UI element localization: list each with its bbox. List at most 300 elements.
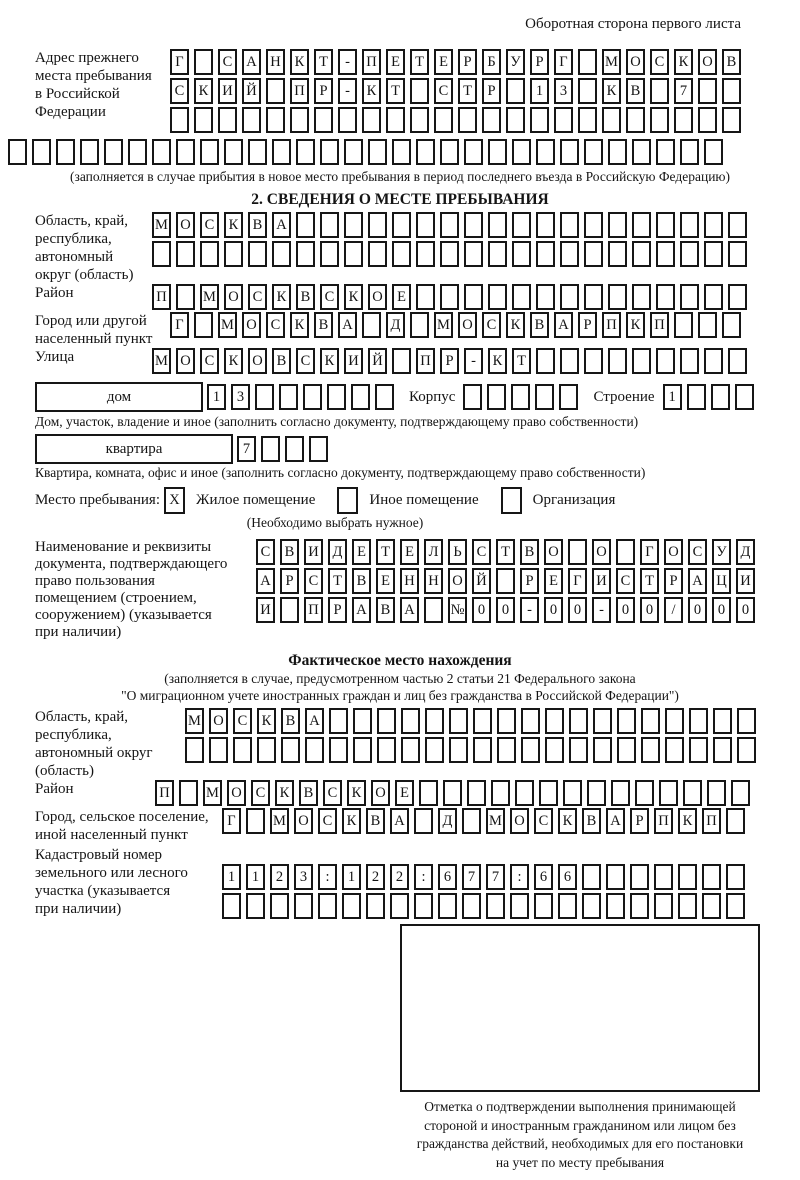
char-cell[interactable]: С	[218, 49, 237, 75]
char-cell[interactable]: В	[248, 212, 267, 238]
char-cell[interactable]	[704, 284, 723, 310]
char-cell[interactable]	[582, 864, 601, 890]
char-cell[interactable]	[536, 241, 555, 267]
char-cell[interactable]: С	[320, 284, 339, 310]
char-cell[interactable]	[440, 284, 459, 310]
char-cell[interactable]: А	[554, 312, 573, 338]
char-cell[interactable]: :	[318, 864, 337, 890]
char-cell[interactable]	[491, 780, 510, 806]
char-cell[interactable]: А	[606, 808, 625, 834]
char-cell[interactable]: С	[323, 780, 342, 806]
char-cell[interactable]: М	[203, 780, 222, 806]
char-cell[interactable]	[608, 139, 627, 165]
char-cell[interactable]: И	[256, 597, 275, 623]
char-cell[interactable]	[497, 708, 516, 734]
char-cell[interactable]	[512, 241, 531, 267]
char-cell[interactable]	[462, 893, 481, 919]
document-row-2[interactable]	[256, 568, 760, 594]
cadastral-row-1[interactable]	[222, 864, 750, 890]
char-cell[interactable]	[698, 107, 717, 133]
char-cell[interactable]	[314, 107, 333, 133]
char-cell[interactable]	[296, 241, 315, 267]
house-type-box[interactable]: дом	[35, 382, 203, 412]
char-cell[interactable]: П	[362, 49, 381, 75]
char-cell[interactable]: П	[702, 808, 721, 834]
char-cell[interactable]	[200, 241, 219, 267]
char-cell[interactable]	[702, 893, 721, 919]
char-cell[interactable]: С	[304, 568, 323, 594]
char-cell[interactable]	[392, 212, 411, 238]
char-cell[interactable]: К	[342, 808, 361, 834]
char-cell[interactable]: М	[185, 708, 204, 734]
char-cell[interactable]	[722, 312, 741, 338]
char-cell[interactable]	[632, 348, 651, 374]
char-cell[interactable]	[656, 348, 675, 374]
char-cell[interactable]	[698, 312, 717, 338]
char-cell[interactable]	[606, 893, 625, 919]
char-cell[interactable]: В	[296, 284, 315, 310]
char-cell[interactable]: П	[416, 348, 435, 374]
char-cell[interactable]: В	[314, 312, 333, 338]
char-cell[interactable]	[616, 539, 635, 565]
char-cell[interactable]	[521, 708, 540, 734]
char-cell[interactable]	[535, 384, 554, 410]
char-cell[interactable]: Р	[458, 49, 477, 75]
char-cell[interactable]	[362, 107, 381, 133]
char-cell[interactable]	[179, 780, 198, 806]
char-cell[interactable]	[392, 348, 411, 374]
char-cell[interactable]: О	[176, 348, 195, 374]
char-cell[interactable]: В	[366, 808, 385, 834]
char-cell[interactable]: Е	[395, 780, 414, 806]
char-cell[interactable]	[617, 708, 636, 734]
char-cell[interactable]	[416, 212, 435, 238]
char-cell[interactable]	[176, 241, 195, 267]
char-cell[interactable]: М	[486, 808, 505, 834]
char-cell[interactable]: Т	[640, 568, 659, 594]
char-cell[interactable]	[419, 780, 438, 806]
char-cell[interactable]	[176, 284, 195, 310]
char-cell[interactable]: Г	[170, 312, 189, 338]
char-cell[interactable]: А	[338, 312, 357, 338]
char-cell[interactable]	[414, 808, 433, 834]
char-cell[interactable]	[728, 212, 747, 238]
char-cell[interactable]	[392, 241, 411, 267]
char-cell[interactable]	[104, 139, 123, 165]
char-cell[interactable]: №	[448, 597, 467, 623]
char-cell[interactable]	[530, 107, 549, 133]
char-cell[interactable]	[630, 864, 649, 890]
char-cell[interactable]: В	[722, 49, 741, 75]
char-cell[interactable]	[521, 737, 540, 763]
char-cell[interactable]	[560, 212, 579, 238]
char-cell[interactable]: Т	[328, 568, 347, 594]
char-cell[interactable]: Н	[266, 49, 285, 75]
char-cell[interactable]	[654, 893, 673, 919]
char-cell[interactable]: С	[482, 312, 501, 338]
char-cell[interactable]: С	[650, 49, 669, 75]
char-cell[interactable]: К	[674, 49, 693, 75]
char-cell[interactable]: В	[281, 708, 300, 734]
char-cell[interactable]	[375, 384, 394, 410]
korpus-cells[interactable]	[463, 384, 583, 410]
char-cell[interactable]: Д	[438, 808, 457, 834]
char-cell[interactable]	[728, 241, 747, 267]
char-cell[interactable]: О	[448, 568, 467, 594]
char-cell[interactable]	[608, 284, 627, 310]
char-cell[interactable]	[410, 107, 429, 133]
char-cell[interactable]	[342, 893, 361, 919]
char-cell[interactable]: Р	[440, 348, 459, 374]
char-cell[interactable]	[242, 107, 261, 133]
char-cell[interactable]	[327, 384, 346, 410]
char-cell[interactable]: П	[152, 284, 171, 310]
char-cell[interactable]: Т	[376, 539, 395, 565]
char-cell[interactable]: П	[654, 808, 673, 834]
char-cell[interactable]	[320, 241, 339, 267]
char-cell[interactable]	[560, 241, 579, 267]
char-cell[interactable]	[569, 708, 588, 734]
char-cell[interactable]: Н	[400, 568, 419, 594]
char-cell[interactable]: И	[592, 568, 611, 594]
char-cell[interactable]	[464, 284, 483, 310]
stay-option-checkbox-org[interactable]	[501, 487, 527, 514]
char-cell[interactable]	[185, 737, 204, 763]
char-cell[interactable]	[632, 241, 651, 267]
region-row-1[interactable]	[152, 212, 752, 238]
char-cell[interactable]: К	[362, 78, 381, 104]
char-cell[interactable]	[611, 780, 630, 806]
char-cell[interactable]	[401, 708, 420, 734]
char-cell[interactable]	[731, 780, 750, 806]
char-cell[interactable]: О	[510, 808, 529, 834]
char-cell[interactable]: С	[266, 312, 285, 338]
char-cell[interactable]	[584, 212, 603, 238]
char-cell[interactable]	[510, 893, 529, 919]
char-cell[interactable]	[246, 893, 265, 919]
char-cell[interactable]	[329, 708, 348, 734]
char-cell[interactable]	[488, 139, 507, 165]
char-cell[interactable]	[726, 808, 745, 834]
char-cell[interactable]	[170, 107, 189, 133]
char-cell[interactable]	[578, 78, 597, 104]
char-cell[interactable]	[608, 348, 627, 374]
char-cell[interactable]	[128, 139, 147, 165]
char-cell[interactable]: И	[344, 348, 363, 374]
char-cell[interactable]	[194, 107, 213, 133]
char-cell[interactable]	[558, 893, 577, 919]
char-cell[interactable]: X	[164, 487, 185, 514]
char-cell[interactable]	[390, 893, 409, 919]
char-cell[interactable]	[707, 780, 726, 806]
char-cell[interactable]: 3	[294, 864, 313, 890]
char-cell[interactable]	[496, 568, 515, 594]
char-cell[interactable]	[560, 348, 579, 374]
char-cell[interactable]: Б	[482, 49, 501, 75]
char-cell[interactable]	[536, 212, 555, 238]
char-cell[interactable]: А	[390, 808, 409, 834]
char-cell[interactable]: И	[304, 539, 323, 565]
char-cell[interactable]	[680, 241, 699, 267]
char-cell[interactable]: С	[251, 780, 270, 806]
char-cell[interactable]	[728, 348, 747, 374]
char-cell[interactable]	[665, 737, 684, 763]
char-cell[interactable]: А	[256, 568, 275, 594]
char-cell[interactable]	[233, 737, 252, 763]
char-cell[interactable]	[486, 893, 505, 919]
char-cell[interactable]: 6	[558, 864, 577, 890]
char-cell[interactable]: :	[510, 864, 529, 890]
char-cell[interactable]: Р	[578, 312, 597, 338]
char-cell[interactable]	[512, 284, 531, 310]
char-cell[interactable]: Т	[314, 49, 333, 75]
char-cell[interactable]: У	[506, 49, 525, 75]
char-cell[interactable]	[536, 284, 555, 310]
char-cell[interactable]: К	[347, 780, 366, 806]
char-cell[interactable]	[416, 241, 435, 267]
char-cell[interactable]	[440, 212, 459, 238]
char-cell[interactable]	[296, 139, 315, 165]
char-cell[interactable]	[635, 780, 654, 806]
char-cell[interactable]	[728, 284, 747, 310]
char-cell[interactable]: -	[592, 597, 611, 623]
char-cell[interactable]	[261, 436, 280, 462]
char-cell[interactable]: К	[488, 348, 507, 374]
char-cell[interactable]	[632, 139, 651, 165]
char-cell[interactable]	[726, 864, 745, 890]
char-cell[interactable]	[443, 780, 462, 806]
char-cell[interactable]	[584, 348, 603, 374]
char-cell[interactable]	[318, 893, 337, 919]
region-row-2[interactable]	[152, 241, 752, 267]
document-row-1[interactable]	[256, 539, 760, 565]
char-cell[interactable]: Р	[482, 78, 501, 104]
char-cell[interactable]: О	[698, 49, 717, 75]
char-cell[interactable]	[344, 212, 363, 238]
char-cell[interactable]	[536, 139, 555, 165]
char-cell[interactable]: 0	[544, 597, 563, 623]
char-cell[interactable]: О	[227, 780, 246, 806]
char-cell[interactable]	[560, 139, 579, 165]
char-cell[interactable]	[487, 384, 506, 410]
apartment-type-box[interactable]: квартира	[35, 434, 233, 464]
char-cell[interactable]: 1	[530, 78, 549, 104]
district-row[interactable]	[152, 284, 752, 310]
char-cell[interactable]: Д	[328, 539, 347, 565]
char-cell[interactable]: О	[664, 539, 683, 565]
char-cell[interactable]: В	[376, 597, 395, 623]
char-cell[interactable]: К	[678, 808, 697, 834]
char-cell[interactable]: С	[200, 348, 219, 374]
char-cell[interactable]	[464, 139, 483, 165]
char-cell[interactable]	[704, 348, 723, 374]
char-cell[interactable]	[462, 808, 481, 834]
char-cell[interactable]: В	[352, 568, 371, 594]
char-cell[interactable]	[656, 212, 675, 238]
char-cell[interactable]	[680, 212, 699, 238]
char-cell[interactable]	[218, 107, 237, 133]
char-cell[interactable]	[488, 284, 507, 310]
char-cell[interactable]	[702, 864, 721, 890]
char-cell[interactable]: К	[626, 312, 645, 338]
char-cell[interactable]	[578, 49, 597, 75]
char-cell[interactable]	[224, 241, 243, 267]
char-cell[interactable]: /	[664, 597, 683, 623]
char-cell[interactable]	[617, 737, 636, 763]
char-cell[interactable]: В	[280, 539, 299, 565]
char-cell[interactable]: Й	[368, 348, 387, 374]
char-cell[interactable]: Т	[410, 49, 429, 75]
char-cell[interactable]	[368, 212, 387, 238]
char-cell[interactable]	[338, 107, 357, 133]
char-cell[interactable]	[266, 107, 285, 133]
char-cell[interactable]	[56, 139, 75, 165]
char-cell[interactable]: С	[200, 212, 219, 238]
char-cell[interactable]	[737, 737, 756, 763]
char-cell[interactable]: 1	[222, 864, 241, 890]
char-cell[interactable]: О	[458, 312, 477, 338]
char-cell[interactable]	[377, 737, 396, 763]
char-cell[interactable]	[689, 708, 708, 734]
char-cell[interactable]: С	[318, 808, 337, 834]
char-cell[interactable]: К	[320, 348, 339, 374]
char-cell[interactable]	[270, 893, 289, 919]
char-cell[interactable]	[626, 107, 645, 133]
char-cell[interactable]: Р	[314, 78, 333, 104]
char-cell[interactable]	[512, 139, 531, 165]
char-cell[interactable]	[272, 139, 291, 165]
char-cell[interactable]	[194, 312, 213, 338]
char-cell[interactable]	[449, 708, 468, 734]
char-cell[interactable]	[248, 139, 267, 165]
char-cell[interactable]: К	[602, 78, 621, 104]
char-cell[interactable]: 0	[640, 597, 659, 623]
char-cell[interactable]: 3	[554, 78, 573, 104]
char-cell[interactable]: У	[712, 539, 731, 565]
char-cell[interactable]	[257, 737, 276, 763]
char-cell[interactable]	[711, 384, 730, 410]
char-cell[interactable]: П	[650, 312, 669, 338]
char-cell[interactable]	[488, 241, 507, 267]
actual-region-row-1[interactable]	[185, 708, 761, 734]
char-cell[interactable]	[303, 384, 322, 410]
char-cell[interactable]	[584, 139, 603, 165]
char-cell[interactable]: К	[506, 312, 525, 338]
prev-address-row-2[interactable]	[170, 78, 746, 104]
prev-address-row-3[interactable]	[170, 107, 746, 133]
char-cell[interactable]: К	[224, 212, 243, 238]
char-cell[interactable]	[650, 78, 669, 104]
char-cell[interactable]	[255, 384, 274, 410]
char-cell[interactable]: А	[352, 597, 371, 623]
char-cell[interactable]	[290, 107, 309, 133]
char-cell[interactable]: Т	[512, 348, 531, 374]
char-cell[interactable]: Е	[400, 539, 419, 565]
char-cell[interactable]	[687, 384, 706, 410]
char-cell[interactable]: К	[290, 312, 309, 338]
char-cell[interactable]: М	[270, 808, 289, 834]
char-cell[interactable]	[337, 487, 358, 514]
char-cell[interactable]	[680, 139, 699, 165]
char-cell[interactable]	[329, 737, 348, 763]
char-cell[interactable]: С	[472, 539, 491, 565]
char-cell[interactable]: М	[434, 312, 453, 338]
char-cell[interactable]	[279, 384, 298, 410]
char-cell[interactable]	[152, 139, 171, 165]
char-cell[interactable]	[560, 284, 579, 310]
char-cell[interactable]	[32, 139, 51, 165]
char-cell[interactable]: С	[296, 348, 315, 374]
char-cell[interactable]	[344, 241, 363, 267]
char-cell[interactable]	[464, 241, 483, 267]
char-cell[interactable]: 6	[438, 864, 457, 890]
stay-option-checkbox-inoe[interactable]	[337, 487, 363, 514]
char-cell[interactable]: О	[626, 49, 645, 75]
char-cell[interactable]	[463, 384, 482, 410]
char-cell[interactable]: 1	[207, 384, 226, 410]
char-cell[interactable]	[656, 139, 675, 165]
char-cell[interactable]: В	[520, 539, 539, 565]
char-cell[interactable]	[722, 78, 741, 104]
char-cell[interactable]: Р	[664, 568, 683, 594]
actual-region-row-2[interactable]	[185, 737, 761, 763]
char-cell[interactable]	[440, 139, 459, 165]
char-cell[interactable]	[559, 384, 578, 410]
char-cell[interactable]: Т	[458, 78, 477, 104]
char-cell[interactable]: 7	[486, 864, 505, 890]
char-cell[interactable]: П	[290, 78, 309, 104]
house-number-cells[interactable]	[207, 384, 399, 410]
char-cell[interactable]: К	[275, 780, 294, 806]
char-cell[interactable]	[713, 737, 732, 763]
char-cell[interactable]	[248, 241, 267, 267]
char-cell[interactable]: К	[290, 49, 309, 75]
char-cell[interactable]	[722, 107, 741, 133]
char-cell[interactable]	[582, 893, 601, 919]
char-cell[interactable]: О	[176, 212, 195, 238]
char-cell[interactable]: 6	[534, 864, 553, 890]
char-cell[interactable]	[654, 864, 673, 890]
char-cell[interactable]: Ь	[448, 539, 467, 565]
char-cell[interactable]	[377, 708, 396, 734]
apartment-number-cells[interactable]	[237, 436, 333, 462]
char-cell[interactable]: 7	[462, 864, 481, 890]
char-cell[interactable]: Ц	[712, 568, 731, 594]
char-cell[interactable]	[368, 139, 387, 165]
char-cell[interactable]	[272, 241, 291, 267]
char-cell[interactable]	[726, 893, 745, 919]
char-cell[interactable]	[424, 597, 443, 623]
prev-address-row-1[interactable]	[170, 49, 746, 75]
char-cell[interactable]: 0	[616, 597, 635, 623]
char-cell[interactable]	[608, 241, 627, 267]
char-cell[interactable]: Е	[434, 49, 453, 75]
char-cell[interactable]: Т	[386, 78, 405, 104]
char-cell[interactable]: К	[194, 78, 213, 104]
char-cell[interactable]	[656, 284, 675, 310]
char-cell[interactable]	[366, 893, 385, 919]
city-row[interactable]	[170, 312, 746, 338]
char-cell[interactable]	[593, 737, 612, 763]
char-cell[interactable]	[584, 284, 603, 310]
char-cell[interactable]: 1	[246, 864, 265, 890]
char-cell[interactable]	[587, 780, 606, 806]
char-cell[interactable]	[246, 808, 265, 834]
char-cell[interactable]: О	[209, 708, 228, 734]
char-cell[interactable]: Е	[352, 539, 371, 565]
stay-option-checkbox-zhiloe[interactable]	[164, 487, 190, 514]
char-cell[interactable]	[512, 212, 531, 238]
